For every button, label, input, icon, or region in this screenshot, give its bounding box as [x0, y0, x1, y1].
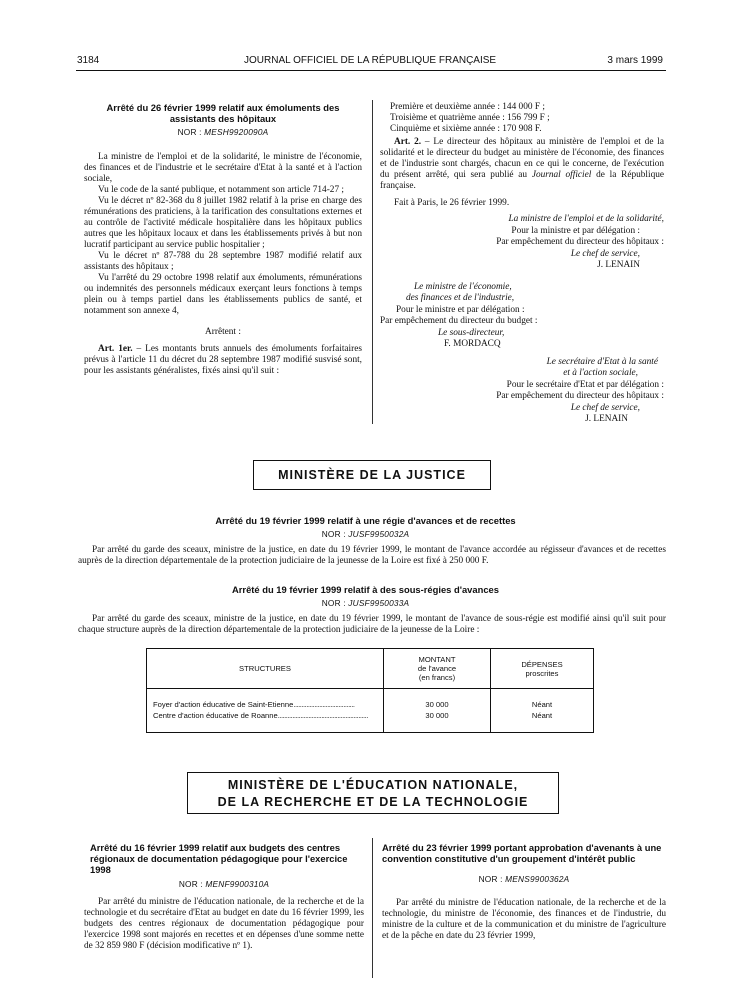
signature-block-3: Le secrétaire d'Etat à la santé et à l'action sociale, Pour le secrétaire d'Etat et par délégation : Par empêchement du directeur des hôpitaux : Le chef de service, J. LENAIN: [496, 356, 664, 424]
year-3-4: Troisième et quatrième année : 156 799 F ;: [390, 113, 550, 123]
year-1-2: Première et deuxième année : 144 000 F ;: [390, 102, 545, 112]
header-rule: [76, 70, 666, 71]
journal-title: JOURNAL OFFICIEL DE LA RÉPUBLIQUE FRANÇAISE: [244, 55, 497, 66]
col-structures: STRUCTURES: [147, 649, 384, 689]
article-title: Arrêté du 26 février 1999 relatif aux émoluments des assistants des hôpitaux: [106, 102, 340, 124]
section-heading-education: MINISTÈRE DE L'ÉDUCATION NATIONALE, DE LA RECHERCHE ET DE LA TECHNOLOGIE: [187, 772, 559, 814]
justice-article-1-title: Arrêté du 19 février 1999 relatif à une régie d'avances et de recettes: [215, 515, 516, 526]
education-left-text: Par arrêté du ministre de l'éducation nationale, de la recherche et de la technologie et du secrétaire d'Etat au budget en date du 16 février 1999, les budgets des centres régionaux de documentation pédagogique pour l'exercice 1998 sont majorés en recettes et en dépenses d'une somme nette de 32 859 980 F (décision modificative nº 1).: [84, 897, 364, 951]
year-5-6: Cinquième et sixième année : 170 908 F.: [390, 124, 542, 134]
article-emoluments: [84, 102, 362, 377]
column-divider-2: [372, 838, 373, 978]
signature-block-2: Le ministre de l'économie, des finances et de l'industrie, Pour le ministre et par délégation : Par empêchement du directeur du budget : Le sous-directeur, F. MORDACQ: [380, 281, 538, 349]
table-header-row: [147, 649, 594, 689]
depenses-cell: Néant Néant: [491, 689, 594, 733]
sous-regies-table: [146, 648, 594, 733]
article-2: Art. 2. – Le directeur des hôpitaux au ministère de l'emploi et de la solidarité et le directeur du budget au ministère de l'économie, des finances et de l'industrie sont chargés, chacun en ce qui le concerne, de l'exécution du présent arrêté, qui sera publié au Journal officiel de la République française.: [380, 137, 664, 191]
col-depenses: DÉPENSES proscrites: [491, 649, 594, 689]
article-emoluments-cont: [380, 102, 664, 426]
montant-cell: 30 000 30 000: [384, 689, 491, 733]
vu-code: Vu le code de la santé publique, et notamment son article 714-27 ;: [98, 185, 344, 195]
section-heading-justice: MINISTÈRE DE LA JUSTICE: [253, 460, 491, 490]
education-left-nor: NOR : MENF9900310A: [178, 879, 270, 889]
signature-block-1: La ministre de l'emploi et de la solidarité, Pour la ministre et par délégation : Par empêchement du directeur des hôpitaux : Le chef de service, J. LENAIN: [496, 214, 664, 270]
education-left-title: Arrêté du 16 février 1999 relatif aux budgets des centres régionaux de documentation pédagogique pour l'exercice 1998: [90, 842, 348, 875]
education-right-nor: NOR : MENS9900362A: [478, 874, 570, 884]
justice-article-2-nor: NOR : JUSF9950033A: [321, 598, 410, 608]
fait-a-paris: Fait à Paris, le 26 février 1999.: [394, 198, 510, 208]
table-body: [147, 689, 594, 733]
table-row: Foyer d'action éducative de Saint-Etienne......................................: [153, 700, 355, 709]
justice-article-1-text: Par arrêté du garde des sceaux, ministre de la justice, en date du 19 février 1999, le montant de l'avance accordée au régisseur d'avances et de recettes auprès de la direction départementale de la protection judiciaire de la jeunesse de la Loire est fixé à 250 000 F.: [78, 545, 666, 566]
education-left-article: [84, 842, 364, 952]
justice-article-2-title: Arrêté du 19 février 1999 relatif à des sous-régies d'avances: [232, 584, 499, 595]
column-divider: [372, 100, 373, 424]
justice-article-2-text: Par arrêté du garde des sceaux, ministre de la justice, en date du 19 février 1999, le montant de l'avance de sous-régie est modifié ainsi qu'il suit pour chaque structure auprès de la direction départementale de la protection judiciaire de la jeunesse de la Loire :: [78, 614, 666, 635]
table-row: Centre d'action éducative de Roanne........................................................: [153, 711, 368, 720]
arretent: Arrêtent :: [205, 327, 241, 337]
education-right-text: Par arrêté du ministre de l'éducation nationale, de la recherche et de la technologie, du ministre de l'économie, des finances et de l'industrie, du ministre de la culture et de la communication et du ministre de l'agriculture et de la pêche en date du 23 février 1999,: [382, 898, 666, 941]
col-montant: MONTANT de l'avance (en francs): [384, 649, 491, 689]
article-1: Art. 1er. – Les montants bruts annuels des émoluments forfaitaires prévus à l'article 11 du décret du 28 septembre 1987 modifié susvisé sont, pour les assistants généralistes, fixés ainsi qu'il suit :: [84, 344, 362, 376]
education-right-title: Arrêté du 23 février 1999 portant approbation d'avenants à une convention constitutive d'un groupement d'intérêt public: [382, 842, 662, 864]
vu-arrete-1998: Vu l'arrêté du 29 octobre 1998 relatif aux émoluments, rémunérations ou indemnités des personnels médicaux exerçant leurs fonctions à temps plein ou à temps partiel dans les établissements publics de santé, et notamment son annexe 4,: [84, 273, 362, 316]
education-right-article: [382, 842, 666, 942]
vu-decret-1987: Vu le décret nº 87-788 du 28 septembre 1987 modifié relatif aux assistants des hôpitaux ;: [84, 251, 362, 272]
justice-article-1-nor: NOR : JUSF9950032A: [321, 529, 410, 539]
page-number: 3184: [77, 55, 100, 66]
structures-cell: [147, 689, 384, 733]
preamble: La ministre de l'emploi et de la solidarité, le ministre de l'économie, des finances et de l'industrie et le secrétaire d'Etat à la santé et à l'action sociale,: [84, 152, 362, 184]
nor-reference: NOR : MESH9920090A: [177, 127, 269, 137]
vu-decret-1982: Vu le décret nº 82-368 du 8 juillet 1982 relatif à la prise en charge des rémunérations des praticiens, à la tarification des consultations externes et au contrôle de l'activité médicale hospitalière dans les hôpitaux publics autres que les hôpitaux locaux et dans les établissements privés à but non lucratif participant au service public hospitalier ;: [84, 196, 362, 250]
publication-date: 3 mars 1999: [607, 55, 663, 66]
